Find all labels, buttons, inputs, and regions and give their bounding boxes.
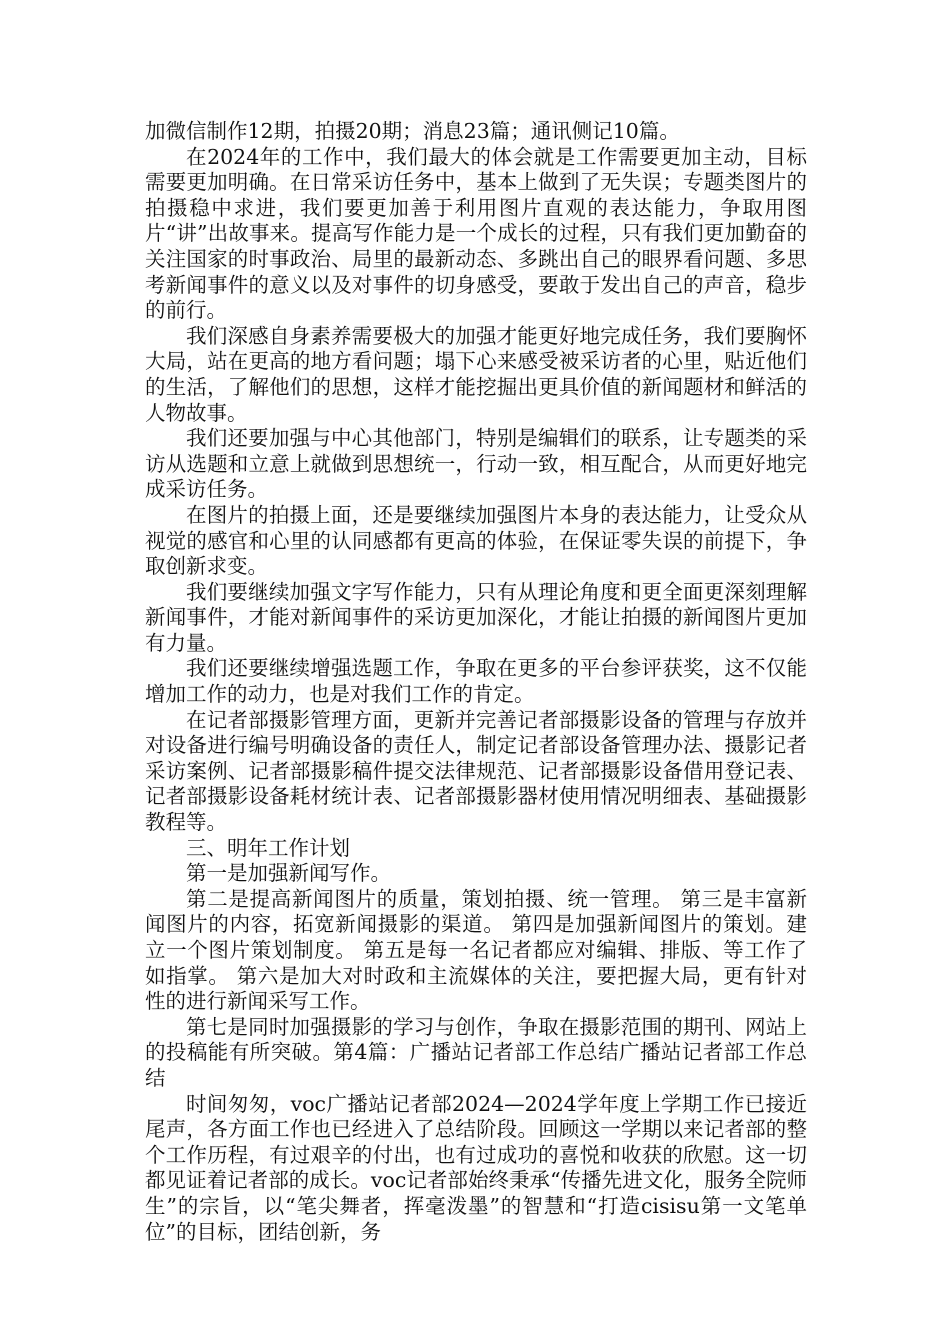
paragraph-3: 我们深感自身素养需要极大的加强才能更好地完成任务，我们要胸怀大局，站在更高的地方看问题；塌下心来感受被采访者的心里，贴近他们的生活，了解他们的思想，这样才能挖掘出更具价值的新闻题材和鲜活的人物故事。 xyxy=(145,323,807,425)
paragraph-11: 第二是提高新闻图片的质量，策划拍摄、统一管理。 第三是丰富新闻图片的内容，拓宽新闻摄影的渠道。 第四是加强新闻图片的策划。建立一个图片策划制度。 第五是每一名记者都应对编辑、排版、等工作了如指掌。 第六是加大对时政和主流媒体的关注，要把握大局，更有针对性的进行新闻采写工作。 xyxy=(145,886,807,1014)
paragraph-7: 我们还要继续增强选题工作，争取在更多的平台参评获奖，这不仅能增加工作的动力，也是对我们工作的肯定。 xyxy=(145,656,807,707)
paragraph-1: 加微信制作12期，拍摄20期；消息23篇；通讯侧记10篇。 xyxy=(145,119,680,143)
section-heading-plan: 三、明年工作计划 xyxy=(186,835,350,860)
document-body xyxy=(145,119,807,1245)
paragraph-5: 在图片的拍摄上面，还是要继续加强图片本身的表达能力，让受众从视觉的感官和心里的认同感都有更高的体验，在保证零失误的前提下，争取创新求变。 xyxy=(145,502,807,579)
paragraph-2: 在2024年的工作中，我们最大的体会就是工作需要更加主动，目标需要更加明确。在日常采访任务中，基本上做到了无失误；专题类图片的拍摄稳中求进，我们要更加善于利用图片直观的表达能力，争取用图片“讲”出故事来。提高写作能力是一个成长的过程，只有我们更加勤奋的关注国家的时事政治、局里的最新动态、多跳出自己的眼界看问题、多思考新闻事件的意义以及对事件的切身感受，要敢于发出自己的声音，稳步的前行。 xyxy=(145,144,807,323)
paragraph-6: 我们要继续加强文字写作能力，只有从理论角度和更全面更深刻理解新闻事件，才能对新闻事件的采访更加深化，才能让拍摄的新闻图片更加有力量。 xyxy=(145,579,807,655)
paragraph-12: 第七是同时加强摄影的学习与创作，争取在摄影范围的期刊、网站上的投稿能有所突破。第4篇：广播站记者部工作总结广播站记者部工作总结 xyxy=(145,1014,807,1090)
paragraph-13: 时间匆匆，voc广播站记者部2024—2024学年度上学期工作已接近尾声，各方面工作也已经进入了总结阶段。回顾这一学期以来记者部的整个工作历程，有过艰辛的付出，也有过成功的喜悦和收获的欣慰。这一切都见证着记者部的成长。voc记者部始终秉承“传播先进文化，服务全院师生”的宗旨，以“笔尖舞者，挥毫泼墨”的智慧和“打造cisisu第一文笔单位”的目标，团结创新，务 xyxy=(145,1091,807,1244)
paragraph-10: 第一是加强新闻写作。 xyxy=(186,861,391,886)
paragraph-8: 在记者部摄影管理方面，更新并完善记者部摄影设备的管理与存放并对设备进行编号明确设备的责任人，制定记者部设备管理办法、摄影记者采访案例、记者部摄影稿件提交法律规范、记者部摄影设备借用登记表、记者部摄影设备耗材统计表、记者部摄影器材使用情况明细表、基础摄影教程等。 xyxy=(145,707,807,835)
paragraph-4: 我们还要加强与中心其他部门，特别是编辑们的联系，让专题类的采访从选题和立意上就做到思想统一，行动一致，相互配合，从而更好地完成采访任务。 xyxy=(145,426,807,502)
